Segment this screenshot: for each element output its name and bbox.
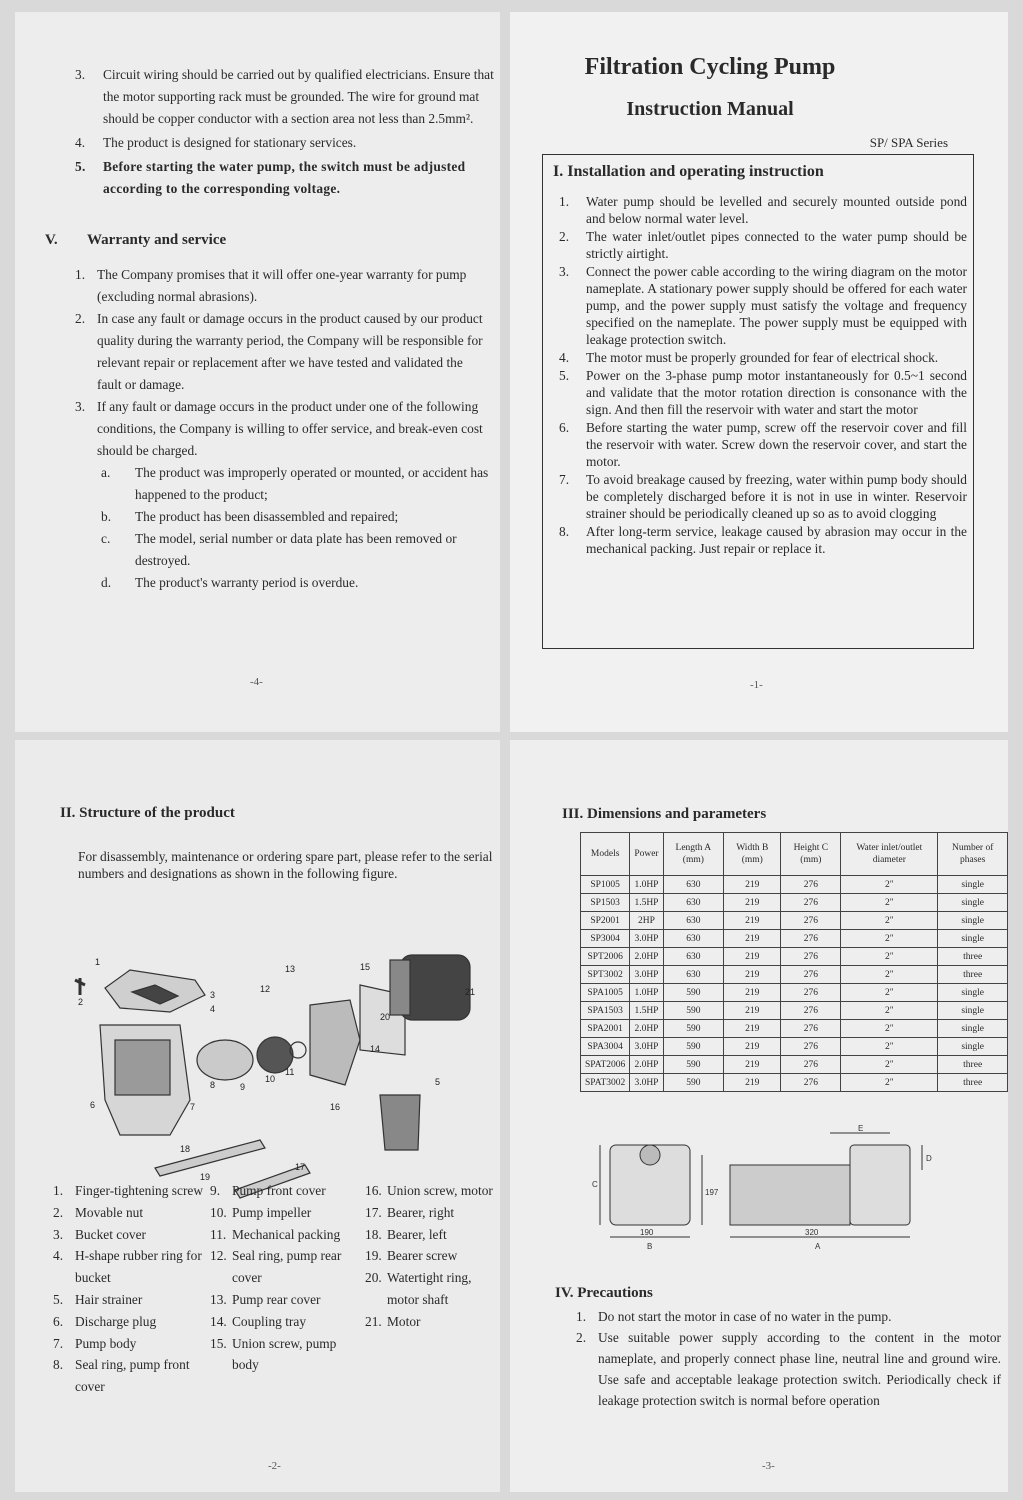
table-cell: 276 (781, 876, 841, 894)
item-number: 12. (210, 1248, 227, 1264)
item-number: 6. (53, 1313, 64, 1329)
callout-number: 15 (360, 962, 371, 972)
table-cell: 219 (724, 876, 781, 894)
item-number: 3. (53, 1226, 64, 1242)
table-cell: 219 (724, 912, 781, 930)
callout-number: 1 (95, 957, 101, 967)
item-text: Union screw, pump body (232, 1335, 337, 1373)
table-cell: SPAT2006 (581, 1056, 630, 1074)
table-cell: 276 (781, 1020, 841, 1038)
table-cell: 219 (724, 1074, 781, 1092)
table-cell: three (938, 948, 1008, 966)
table-cell: 276 (781, 966, 841, 984)
item-text: Movable nut (75, 1204, 144, 1220)
table-cell: SP1005 (581, 876, 630, 894)
instruction-item (559, 263, 967, 348)
installation-list (559, 193, 967, 558)
installation-heading: I. Installation and operating instruction (553, 163, 824, 180)
callout-number: 18 (180, 1144, 191, 1154)
callout-number: 7 (190, 1102, 196, 1112)
section-title: Warranty and service (87, 232, 227, 248)
table-header: Models (581, 833, 630, 876)
page-number: -3- (762, 1460, 775, 1472)
table-cell: 219 (724, 930, 781, 948)
condition-item (75, 528, 490, 572)
table-cell: 630 (663, 948, 723, 966)
manual-title: Filtration Cycling Pump (584, 54, 836, 80)
safety-item (75, 156, 495, 200)
table-cell: 219 (724, 1002, 781, 1020)
structure-intro: For disassembly, maintenance or ordering spare part, please refer to the serial numbers and designations as shown in the following figure. (78, 849, 493, 881)
part-item (53, 1224, 208, 1246)
table-cell: 219 (724, 948, 781, 966)
item-number: 1. (53, 1183, 64, 1198)
item-text: Bearer screw (387, 1248, 458, 1264)
table-cell: 2" (841, 1056, 938, 1074)
callout-number: 10 (265, 1074, 276, 1084)
item-text: Pump body (75, 1335, 137, 1351)
installation-box (542, 154, 974, 649)
pump-side-view (850, 1145, 910, 1225)
table-cell: single (938, 876, 1008, 894)
part-item (365, 1245, 495, 1267)
item-number: 1. (576, 1309, 587, 1324)
table-cell: 219 (724, 1038, 781, 1056)
table-header: Number of phases (938, 833, 1008, 876)
structure-heading: II. Structure of the product (60, 805, 235, 821)
part-item (53, 1289, 208, 1311)
item-number: d. (101, 575, 112, 590)
table-cell: single (938, 894, 1008, 912)
condition-item (75, 506, 490, 528)
item-text: Hair strainer (75, 1291, 143, 1307)
dimensions-heading: III. Dimensions and parameters (562, 806, 767, 822)
item-number: 4. (53, 1248, 64, 1264)
callout-number: 6 (90, 1100, 96, 1110)
table-cell: 590 (663, 1020, 723, 1038)
item-text: In case any fault or damage occurs in the product caused by our product quality during the warranty period, the Company will be responsible for relevant repair or replacement after we have tested and validated the fault or damage. (97, 311, 483, 392)
table-row (581, 984, 1008, 1002)
table-cell: 276 (781, 984, 841, 1002)
table-cell: 276 (781, 948, 841, 966)
item-number: b. (101, 509, 112, 524)
section-number: V. (45, 232, 58, 248)
item-number: 6. (559, 420, 570, 435)
item-text: The product has been disassembled and repaired; (135, 509, 399, 524)
callout-number: 5 (435, 1077, 441, 1087)
item-number: 1. (75, 267, 86, 282)
series-label: SP/ SPA Series (869, 135, 948, 150)
item-text: Pump impeller (232, 1204, 312, 1220)
label-h: 197 (705, 1188, 719, 1197)
table-cell: SP3004 (581, 930, 630, 948)
item-text: Bucket cover (75, 1226, 147, 1242)
table-row (581, 1020, 1008, 1038)
table-cell: 219 (724, 984, 781, 1002)
table-row (581, 894, 1008, 912)
table-cell: 2" (841, 966, 938, 984)
table-cell: single (938, 1038, 1008, 1056)
part-item (53, 1354, 208, 1398)
table-header: Width B (mm) (724, 833, 781, 876)
item-text: Pump front cover (232, 1183, 326, 1198)
parts-list-column-3 (365, 1180, 495, 1333)
part-item (210, 1311, 360, 1333)
item-text: The product was improperly operated or mounted, or accident has happened to the product; (135, 465, 489, 502)
table-cell: 3.0HP (630, 1038, 663, 1056)
instruction-item (559, 419, 967, 470)
warranty-item (75, 396, 490, 462)
part-item (53, 1311, 208, 1333)
item-number: 3. (75, 399, 86, 414)
callout-number: 19 (200, 1172, 211, 1182)
callout-number: 12 (260, 984, 271, 994)
item-number: 8. (559, 524, 570, 539)
part-item (53, 1333, 208, 1355)
table-cell: SPT2006 (581, 948, 630, 966)
item-text: Before starting the water pump, screw off the reservoir cover and fill the reservoir with water. Screw down the reservoir cover, and start the motor. (586, 420, 967, 469)
item-number: 7. (559, 472, 570, 487)
table-cell: single (938, 930, 1008, 948)
item-number: 1. (559, 194, 570, 209)
item-text: Use suitable power supply according to the content in the motor nameplate, and properly connect phase line, neutral line and ground wire. Use safe and acceptable leakage protection switch. Periodically check if leakage protection switch is normal before operation (598, 1330, 1001, 1408)
page-2 (15, 740, 500, 1492)
warranty-item (75, 308, 490, 396)
instruction-item (559, 471, 967, 522)
part-item (365, 1224, 495, 1246)
label-b: B (647, 1242, 653, 1251)
table-header: Length A (mm) (663, 833, 723, 876)
part-item (210, 1289, 360, 1311)
callout-number: 17 (295, 1162, 306, 1172)
safety-item (75, 64, 495, 130)
item-text: Seal ring, pump front cover (75, 1357, 190, 1395)
item-number: 9. (210, 1183, 221, 1198)
table-cell: 2" (841, 948, 938, 966)
table-cell: 2" (841, 1020, 938, 1038)
label-a-val: 320 (805, 1228, 819, 1237)
item-text: Motor (387, 1313, 421, 1329)
table-cell: 219 (724, 1056, 781, 1074)
table-cell: 3.0HP (630, 966, 663, 984)
item-number: 16. (365, 1183, 382, 1198)
callout-number: 16 (330, 1102, 341, 1112)
table-cell: 1.5HP (630, 1002, 663, 1020)
table-row (581, 876, 1008, 894)
page-3 (510, 740, 1008, 1492)
table-cell: 590 (663, 1074, 723, 1092)
table-cell: 590 (663, 1038, 723, 1056)
item-number: 11. (210, 1226, 227, 1242)
table-cell: 276 (781, 894, 841, 912)
item-text: If any fault or damage occurs in the product under one of the following conditions, the Company is willing to offer service, and break-even cost should be charged. (97, 399, 483, 458)
table-cell: 219 (724, 966, 781, 984)
table-cell: 276 (781, 930, 841, 948)
item-number: 2. (53, 1204, 64, 1220)
warranty-list (75, 264, 490, 594)
label-c: C (592, 1180, 598, 1189)
table-cell: 2" (841, 1002, 938, 1020)
part-item (210, 1202, 360, 1224)
parts-list-column-2 (210, 1180, 360, 1376)
page-number: -4- (250, 676, 263, 688)
item-number: 2. (576, 1330, 587, 1345)
table-cell: 1.0HP (630, 876, 663, 894)
item-number: 14. (210, 1313, 227, 1329)
item-text: Power on the 3-phase pump motor instantaneously for 0.5~1 second and validate that the motor rotation direction is consonance with the sign. And then fill the reservoir with water and start the motor (586, 368, 967, 417)
item-text: Water pump should be levelled and securely mounted outside pond and below normal water level. (586, 194, 967, 226)
table-cell: 2" (841, 984, 938, 1002)
part-item (365, 1311, 495, 1333)
item-text: To avoid breakage caused by freezing, water within pump body should be completely discharged before it is not in use in winter. Reservoir strainer should be periodically cleaned up so as to avoid clogging (586, 472, 967, 521)
callout-number: 20 (380, 1012, 391, 1022)
motor-side-view (730, 1165, 850, 1225)
item-number: 4. (559, 350, 570, 365)
callout-number: 9 (240, 1082, 246, 1092)
item-number: 4. (75, 135, 86, 150)
callout-number: 13 (285, 964, 296, 974)
precaution-item (576, 1327, 1001, 1411)
table-cell: single (938, 1002, 1008, 1020)
part-item (210, 1224, 360, 1246)
label-b-val: 190 (640, 1228, 654, 1237)
table-cell: 276 (781, 1038, 841, 1056)
table-cell: 2" (841, 1038, 938, 1056)
part-item (53, 1180, 208, 1202)
table-cell: 2" (841, 1074, 938, 1092)
item-number: 3. (559, 264, 570, 279)
table-cell: three (938, 966, 1008, 984)
table-cell: 1.0HP (630, 984, 663, 1002)
callout-number: 4 (210, 1004, 216, 1014)
table-cell: three (938, 1056, 1008, 1074)
table-cell: 2HP (630, 912, 663, 930)
part-item (365, 1202, 495, 1224)
dimension-drawing (590, 1125, 960, 1265)
item-number: 10. (210, 1204, 227, 1220)
item-number: c. (101, 531, 111, 546)
table-cell: 590 (663, 1002, 723, 1020)
item-text: Do not start the motor in case of no water in the pump. (598, 1309, 892, 1324)
table-cell: 2" (841, 930, 938, 948)
item-text: Finger-tightening screw (75, 1183, 204, 1198)
table-cell: SP2001 (581, 912, 630, 930)
table-row (581, 1074, 1008, 1092)
callout-number: 8 (210, 1080, 216, 1090)
table-cell: 2.0HP (630, 1056, 663, 1074)
table-cell: 590 (663, 984, 723, 1002)
item-text: The product's warranty period is overdue. (135, 575, 359, 590)
warranty-item (75, 264, 490, 308)
precautions-list (576, 1306, 1001, 1411)
page-1 (510, 12, 1008, 732)
table-cell: SPA2001 (581, 1020, 630, 1038)
item-text: Seal ring, pump rear cover (232, 1248, 342, 1286)
table-cell: 1.5HP (630, 894, 663, 912)
item-number: 5. (53, 1291, 64, 1307)
instruction-item (559, 367, 967, 418)
parameters-table (580, 832, 1008, 1092)
table-cell: 630 (663, 912, 723, 930)
item-text: Circuit wiring should be carried out by qualified electricians. Ensure that the motor supporting rack must be grounded. The wire for ground mat should be copper conductor with a section area not less than 2.5mm². (103, 67, 494, 126)
item-text: H-shape rubber ring for bucket (75, 1248, 202, 1286)
rear-cover-shape (310, 1000, 360, 1085)
table-cell: 219 (724, 1020, 781, 1038)
table-row (581, 912, 1008, 930)
precautions-heading: IV. Precautions (555, 1285, 653, 1301)
part-item (53, 1245, 208, 1289)
page-4 (15, 12, 500, 732)
part-item (365, 1267, 495, 1311)
table-header: Power (630, 833, 663, 876)
item-number: 18. (365, 1226, 382, 1242)
table-cell: 2" (841, 876, 938, 894)
label-d: D (926, 1154, 932, 1163)
item-number: a. (101, 465, 111, 480)
table-cell: three (938, 1074, 1008, 1092)
precaution-item (576, 1306, 1001, 1327)
table-cell: SPA1005 (581, 984, 630, 1002)
callout-number: 14 (370, 1044, 381, 1054)
label-a: A (815, 1242, 821, 1251)
page4-top-list (75, 64, 495, 202)
table-cell: 590 (663, 1056, 723, 1074)
item-number: 17. (365, 1204, 382, 1220)
item-text: Union screw, motor (387, 1183, 493, 1198)
table-cell: SPT3002 (581, 966, 630, 984)
item-text: Discharge plug (75, 1313, 157, 1329)
part-item (53, 1202, 208, 1224)
part-item (210, 1333, 360, 1377)
item-number: 21. (365, 1313, 382, 1329)
item-number: 2. (75, 311, 86, 326)
table-cell: 630 (663, 966, 723, 984)
condition-item (75, 462, 490, 506)
callout-number: 11 (285, 1067, 295, 1077)
manual-subtitle: Instruction Manual (626, 98, 794, 120)
part-item (210, 1180, 360, 1202)
part-item (210, 1245, 360, 1289)
item-text: Connect the power cable according to the wiring diagram on the motor nameplate. A stationary power supply should be offered for each water pump, and the power supply must satisfy the voltage and frequency specified on the nameplate. The power supply must be equipped with leakage protection switch. (586, 264, 967, 347)
table-row (581, 948, 1008, 966)
front-cover-shape (197, 1040, 253, 1080)
table-row (581, 966, 1008, 984)
table-cell: 2.0HP (630, 948, 663, 966)
table-cell: SP1503 (581, 894, 630, 912)
table-cell: single (938, 1020, 1008, 1038)
item-number: 8. (53, 1357, 64, 1373)
strainer-window-shape (115, 1040, 170, 1095)
page-number: -2- (268, 1460, 281, 1472)
instruction-item (559, 349, 967, 366)
table-cell: 3.0HP (630, 930, 663, 948)
table-cell: 2" (841, 912, 938, 930)
item-text: After long-term service, leakage caused by abrasion may occur in the mechanical packing. Just repair or replace it. (586, 524, 967, 556)
item-number: 15. (210, 1335, 227, 1351)
table-cell: 630 (663, 930, 723, 948)
item-text: Coupling tray (232, 1313, 307, 1329)
item-number: 13. (210, 1291, 227, 1307)
table-row (581, 1002, 1008, 1020)
safety-item (75, 132, 495, 154)
table-header: Water inlet/outlet diameter (841, 833, 938, 876)
item-number: 2. (559, 229, 570, 244)
exploded-view-diagram (60, 900, 480, 1200)
page-number: -1- (750, 679, 763, 691)
item-text: The model, serial number or data plate has been removed or destroyed. (135, 531, 457, 568)
condition-item (75, 572, 490, 594)
table-cell: 276 (781, 912, 841, 930)
label-e: E (858, 1125, 864, 1133)
motor-flange-shape (390, 960, 410, 1015)
hair-strainer-shape (380, 1095, 420, 1150)
item-text: The motor must be properly grounded for fear of electrical shock. (586, 350, 939, 365)
item-number: 19. (365, 1248, 382, 1264)
item-text: Watertight ring, motor shaft (387, 1270, 472, 1307)
instruction-item (559, 228, 967, 262)
table-cell: 630 (663, 876, 723, 894)
table-cell: 2.0HP (630, 1020, 663, 1038)
callout-number: 2 (78, 997, 84, 1007)
item-number: 20. (365, 1270, 382, 1286)
item-text: Bearer, left (387, 1226, 447, 1242)
callout-number: 21 (465, 987, 476, 997)
item-number: 5. (559, 368, 570, 383)
callout-number: 3 (210, 990, 216, 1000)
table-cell: single (938, 984, 1008, 1002)
table-cell: 276 (781, 1002, 841, 1020)
parts-list-column-1 (53, 1180, 208, 1398)
table-cell: 630 (663, 894, 723, 912)
item-text: The Company promises that it will offer one-year warranty for pump (excluding normal abrasions). (97, 267, 467, 304)
table-cell: 276 (781, 1074, 841, 1092)
table-cell: 3.0HP (630, 1074, 663, 1092)
table-row (581, 1056, 1008, 1074)
table-cell: SPAT3002 (581, 1074, 630, 1092)
finger-screw-shape (75, 978, 85, 995)
item-number: 3. (75, 67, 86, 82)
table-header: Height C (mm) (781, 833, 841, 876)
item-text: Bearer, right (387, 1204, 455, 1220)
item-text: The product is designed for stationary services. (103, 135, 357, 150)
table-cell: SPA3004 (581, 1038, 630, 1056)
item-text: Mechanical packing (232, 1226, 341, 1242)
item-number: 7. (53, 1335, 64, 1351)
table-cell: single (938, 912, 1008, 930)
table-cell: SPA1503 (581, 1002, 630, 1020)
table-row (581, 930, 1008, 948)
item-text: Before starting the water pump, the switch must be adjusted according to the corresponding voltage. (103, 159, 466, 196)
table-cell: 219 (724, 894, 781, 912)
instruction-item (559, 523, 967, 557)
table-cell: 276 (781, 1056, 841, 1074)
item-text: Pump rear cover (232, 1291, 321, 1307)
item-text: The water inlet/outlet pipes connected to the water pump should be strictly airtight. (586, 229, 967, 261)
bearer-left-shape (155, 1140, 265, 1176)
item-number: 5. (75, 159, 86, 174)
instruction-item (559, 193, 967, 227)
table-cell: 2" (841, 894, 938, 912)
part-item (365, 1180, 495, 1202)
table-row (581, 1038, 1008, 1056)
